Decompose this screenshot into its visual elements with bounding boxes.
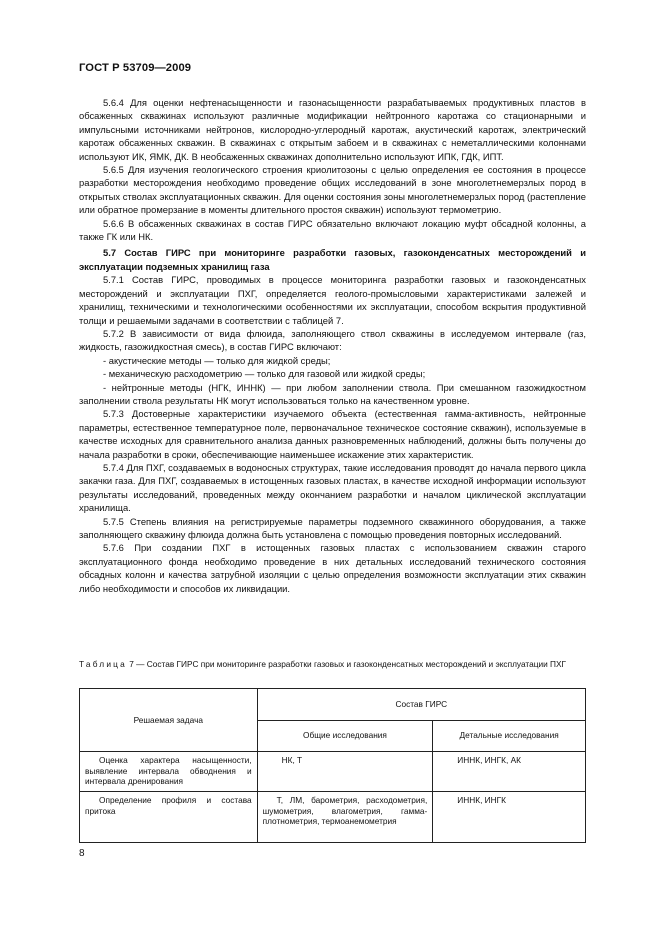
header-task: Решаемая задача [80, 689, 258, 752]
table-row [80, 752, 586, 792]
body-text [79, 96, 586, 595]
paragraph-5-6-5: 5.6.5 Для изучения геологического строения криолитозоны с целью определения ее состояния в процессе разработки месторождения необходимо проведение общих исследований в зоне многолетнемерзлых пород в открытых стволах эксплуатационных скважин. Для оценки состояния зоны многолетнемерзлых пород (растепление или обратное промерзание в моменты длительного простоя скважин) используют термометрию. [79, 164, 586, 216]
row-detailed: ИННК, ИНГК, АК [433, 752, 586, 792]
table-caption [79, 659, 586, 670]
header-girs-composition: Состав ГИРС [257, 689, 585, 721]
header-general-studies: Общие исследования [257, 720, 433, 752]
section-title-5-7: 5.7 Состав ГИРС при мониторинге разработки газовых, газоконденсатных месторождений и эксплуатации подземных хранилищ газа [79, 247, 586, 272]
list-item-neutron: - нейтронные методы (НГК, ИННК) — при любом заполнении ствола. При смешанном газожидкостном заполнении ствола результаты НК могут использоваться только на качественном уровне. [79, 381, 586, 406]
paragraph-5-7-2: 5.7.2 В зависимости от вида флюида, заполняющего ствол скважины в исследуемом интервале (газ, жидкость, газожидкостная смесь), в состав ГИРС включают: [79, 327, 586, 353]
girs-table [79, 688, 586, 843]
table-row [80, 792, 586, 843]
document-header: ГОСТ Р 53709—2009 [79, 62, 192, 74]
paragraph-5-7-5: 5.7.5 Степень влияния на регистрируемые параметры подземного скважинного оборудования, а также заполняющего скважину флюида должна быть установлена с помощью проведения повторных исследований. [79, 515, 586, 540]
paragraph-5-7-4: 5.7.4 Для ПХГ, создаваемых в водоносных структурах, такие исследования проводят до начала первого цикла закачки газа. Для ПХГ, создаваемых в истощенных газовых пластах, в качестве исходной информации используют результаты исследований, проведенных между окончанием разработки и началом циклической эксплуатации хранилища. [79, 461, 586, 514]
paragraph-5-7-1: 5.7.1 Состав ГИРС, проводимых в процессе мониторинга разработки газовых и газоконденсатных месторождений и эксплуатации ПХГ, определяется геолого-промысловыми характеристиками залежей и хранилищ, техническими и технологическими особенностями их эксплуатации, способом вскрытия продуктивной толщи и решаемыми задачами в соответствии с таблицей 7. [79, 274, 586, 326]
table-caption-text: 7 — Состав ГИРС при мониторинге разработки газовых и газоконденсатных месторождений и эксплуатации ПХГ [129, 659, 567, 669]
row-task: Определение профиля и состава притока [80, 792, 258, 843]
header-detailed-studies: Детальные исследования [433, 720, 586, 752]
paragraph-5-7-3: 5.7.3 Достоверные характеристики изучаемого объекта (естественная гамма-активность, нейтронные параметры, естественное температурное поле, первоначальное техническое состояние скважин), используемые в качестве исходных для сравнительного анализа данных разновременных наблюдений, должны быть получены до начала разработки в сроки, обеспечивающие наименьшее искажение этих характеристик. [79, 408, 586, 460]
paragraph-5-7-6: 5.7.6 При создании ПХГ в истощенных газовых пластах с использованием скважин старого эксплуатационного фонда необходимо проведение в них детальных исследований технического состояния обсадных колонн и качества затрубной изоляции с целью определения возможности эксплуатации этих скважин либо необходимости и способов их ликвидации. [79, 542, 586, 594]
list-item-flowmeter: - механическую расходометрию — только для газовой или жидкой среды; [103, 368, 426, 380]
row-task: Оценка характера насыщенности, выявление интервала обводнения и интервала дренирования [80, 752, 258, 792]
table-caption-label: Таблица [79, 659, 127, 669]
paragraph-5-6-6: 5.6.6 В обсаженных скважинах в состав ГИРС обязательно включают локацию муфт обсадной колонны, а также ГК или НК. [79, 217, 586, 243]
row-general: НК, Т [257, 752, 433, 792]
paragraph-5-6-4: 5.6.4 Для оценки нефтенасыщенности и газонасыщенности разрабатываемых продуктивных пластов в обсаженных скважинах используют различные модификации нейтронного каротажа со стационарными и импульсными источниками нейтронов, кислородно-углеродный каротаж, акустический каротаж, электрический каротаж обсаженных скважин. В скважинах с открытым забоем и в скважинах с неметаллическими колоннами используют ИК, ЯМК, ДК. В необсаженных скважинах дополнительно используют ИПК, ГДК, ИПТ. [79, 97, 586, 162]
page-number: 8 [79, 848, 85, 859]
row-general: Т, ЛМ, барометрия, расходометрия, шумометрия, влагометрия, гамма-плотнометрия, термоанемометрия [257, 792, 433, 843]
list-item-acoustic: - акустические методы — только для жидкой среды; [103, 354, 331, 366]
row-detailed: ИННК, ИНГК [433, 792, 586, 843]
